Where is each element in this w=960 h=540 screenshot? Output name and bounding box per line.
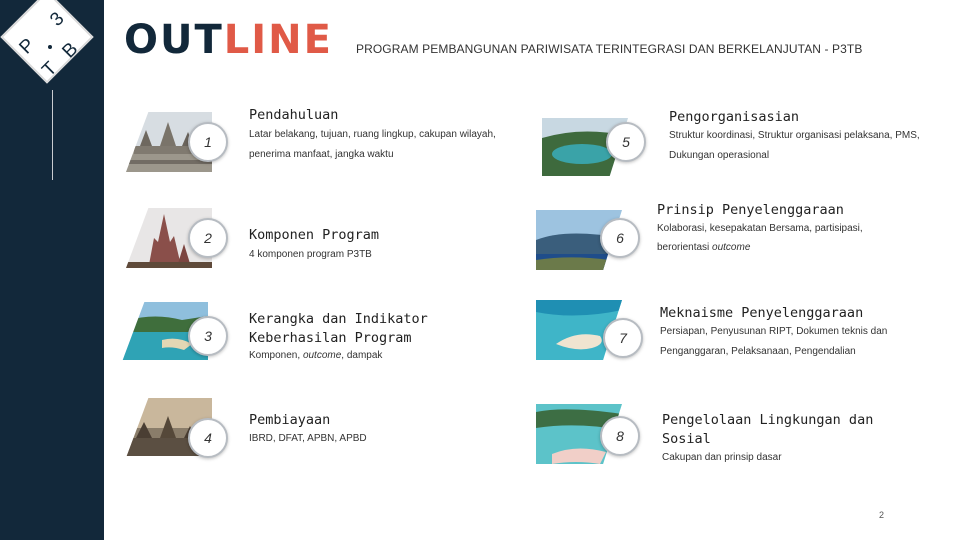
item-heading-pengelolaan: Pengelolaan Lingkungan dan Sosial: [662, 412, 874, 447]
desc-text: berorientasi: [657, 242, 713, 253]
item-desc-line: IBRD, DFAT, APBN, APBD: [249, 433, 367, 444]
item-number-badge: 6: [600, 218, 640, 258]
item-desc-line: Cakupan dan prinsip dasar: [662, 452, 782, 463]
title-part-out: OUT: [124, 17, 224, 63]
item-heading-pendahuluan: Pendahuluan: [249, 107, 339, 123]
item-number-badge: 8: [600, 416, 640, 456]
item-number-badge: 4: [188, 418, 228, 458]
item-desc-line: [657, 241, 750, 255]
logo-dot: [48, 45, 52, 49]
item-heading-prinsip: Prinsip Penyelenggaraan: [657, 202, 844, 218]
sidebar-divider: [52, 90, 53, 180]
title-part-line: LINE: [223, 17, 333, 63]
item-number-badge: 5: [606, 122, 646, 162]
item-desc-line: [249, 349, 382, 363]
page-title: [124, 16, 333, 64]
item-number-badge: 7: [603, 318, 643, 358]
sidebar: [0, 0, 104, 540]
item-desc-line: Struktur koordinasi, Struktur organisasi pelaksana, PMS,: [669, 130, 920, 141]
desc-italic-text: outcome: [302, 350, 342, 361]
item-number-badge: 3: [188, 316, 228, 356]
item-heading-pembiayaan: Pembiayaan: [249, 412, 331, 428]
item-number-badge: 2: [188, 218, 228, 258]
page-number: 2: [879, 510, 885, 520]
item-heading-kerangka: Kerangka dan Indikator Keberhasilan Program: [249, 311, 428, 346]
item-desc-line: Kolaborasi, kesepakatan Bersama, partisipasi,: [657, 223, 863, 234]
item-desc-line: penerima manfaat, jangka waktu: [249, 149, 394, 160]
logo-letter-p: P: [15, 34, 40, 59]
item-desc-line: Latar belakang, tujuan, ruang lingkup, cakupan wilayah,: [249, 129, 496, 140]
item-heading-komponen-program: Komponen Program: [249, 227, 380, 243]
desc-text: , dampak: [341, 350, 383, 361]
item-desc-line: Penganggaran, Pelaksanaan, Pengendalian: [660, 346, 856, 357]
desc-text: Komponen,: [249, 350, 303, 361]
logo-letter-t: T: [38, 57, 62, 82]
desc-italic-text: outcome: [712, 242, 751, 253]
item-desc-line: Dukungan operasional: [669, 150, 770, 161]
item-heading-meknaisme: Meknaisme Penyelenggaraan: [660, 305, 864, 321]
item-number-badge: 1: [188, 122, 228, 162]
logo-letter-b: B: [58, 38, 83, 63]
program-subtitle: PROGRAM PEMBANGUNAN PARIWISATA TERINTEGRASI DAN BERKELANJUTAN - P3TB: [356, 42, 863, 56]
item-desc-line: 4 komponen program P3TB: [249, 249, 372, 260]
item-heading-pengorganisasian: Pengorganisasian: [669, 109, 800, 125]
item-desc-line: Persiapan, Penyusunan RIPT, Dokumen teknis dan: [660, 326, 888, 337]
logo-letter-3: 3: [46, 8, 69, 31]
